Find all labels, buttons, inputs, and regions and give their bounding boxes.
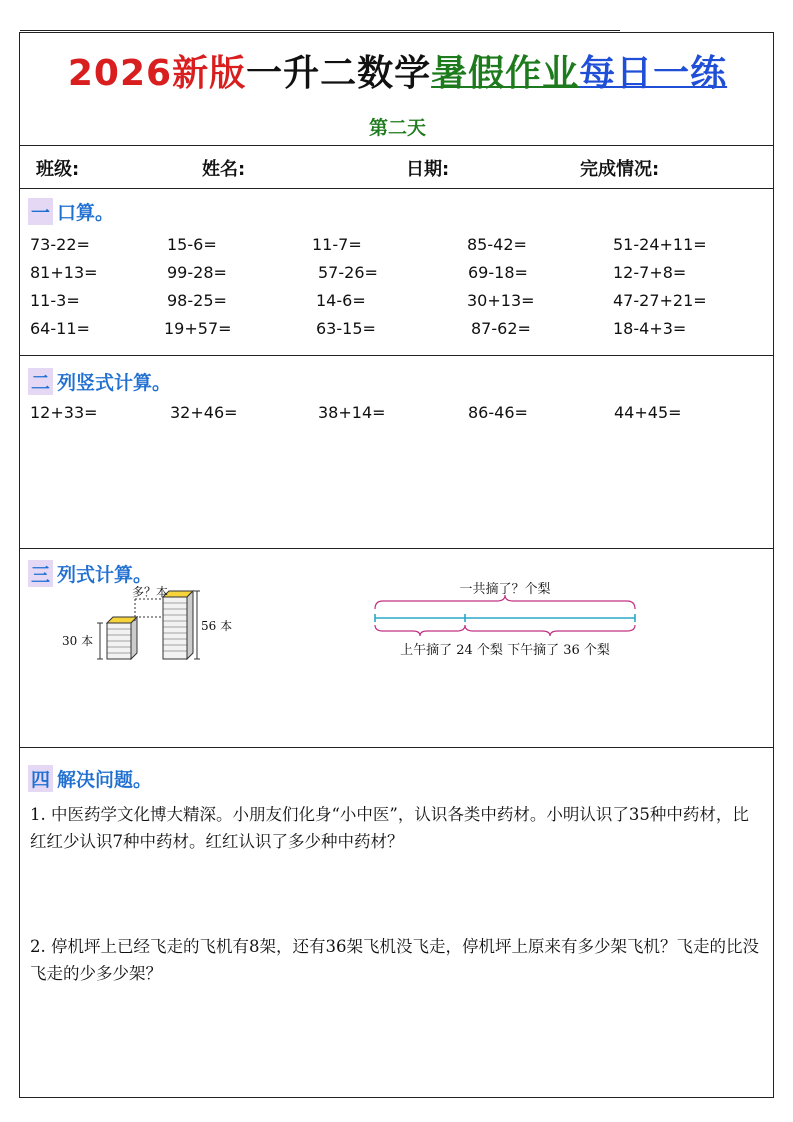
title-daily: 每日一练 — [579, 53, 728, 94]
book-stack-figure — [60, 585, 240, 665]
oral-problem: 57-26= — [318, 263, 378, 282]
divider — [20, 747, 773, 748]
large-stack-label: 56 本 — [201, 619, 233, 633]
section-4-title: 解决问题。 — [57, 769, 153, 791]
pear-segment-figure — [365, 573, 645, 663]
oral-problem: 64-11= — [30, 319, 90, 338]
section-2-title: 列竖式计算。 — [57, 372, 172, 394]
afternoon-brace — [465, 625, 635, 636]
date-label: 日期: — [406, 159, 450, 180]
worksheet — [19, 32, 774, 1098]
oral-problem: 81+13= — [30, 263, 98, 282]
section-3-heading — [28, 560, 152, 587]
vertical-problem: 86-46= — [468, 403, 528, 422]
oral-problem: 19+57= — [164, 319, 232, 338]
oral-problem: 11-7= — [312, 235, 362, 254]
oral-problem: 14-6= — [316, 291, 366, 310]
divider — [20, 188, 773, 189]
morning-brace — [375, 625, 465, 636]
difference-label: 多？本 — [132, 585, 169, 599]
total-brace — [375, 595, 635, 609]
total-label: 一共摘了？个梨 — [459, 582, 551, 597]
oral-problem: 87-62= — [471, 319, 531, 338]
oral-problem: 30+13= — [467, 291, 535, 310]
oral-problem: 73-22= — [30, 235, 90, 254]
oral-problem: 69-18= — [468, 263, 528, 282]
word-problem-2: 2. 停机坪上已经飞走的飞机有8架，还有36架飞机没飞走，停机坪上原来有多少架飞机？飞走的比没飞走的少多少架？ — [30, 937, 759, 983]
oral-problem: 18-4+3= — [613, 319, 687, 338]
divider — [20, 355, 773, 356]
oral-problem: 47-27+21= — [613, 291, 707, 310]
title-homework: 暑假作业 — [431, 53, 580, 94]
vertical-problem: 44+45= — [614, 403, 682, 422]
oral-problem: 15-6= — [167, 235, 217, 254]
top-rule — [20, 30, 620, 31]
small-book-stack — [107, 617, 137, 659]
section-1-title: 口算。 — [57, 202, 115, 224]
parts-label: 上午摘了 24 个梨 下午摘了 36 个梨 — [400, 643, 610, 658]
class-label: 班级: — [36, 159, 80, 180]
small-stack-label: 30 本 — [62, 634, 94, 648]
page-title — [20, 45, 775, 96]
oral-problem: 12-7+8= — [613, 263, 687, 282]
vertical-problem: 32+46= — [170, 403, 238, 422]
vertical-problem: 12+33= — [30, 403, 98, 422]
section-4-heading — [28, 765, 152, 792]
name-label: 姓名: — [202, 159, 246, 180]
oral-problem: 63-15= — [316, 319, 376, 338]
section-2-number: 二 — [28, 368, 53, 395]
day-label: 第二天 — [368, 117, 426, 139]
section-3-number: 三 — [28, 560, 53, 587]
section-2-heading — [28, 368, 171, 395]
word-problem-1: 1. 中医药学文化博大精深。小朋友们化身“小中医”，认识各类中药材。小明认识了35种中药材，比红红少认识7种中药材。红红认识了多少种中药材？ — [30, 805, 749, 851]
large-book-stack — [163, 591, 193, 659]
status-label: 完成情况: — [580, 159, 660, 180]
divider — [20, 145, 773, 146]
section-1-number: 一 — [28, 198, 53, 225]
title-year: 2026新版 — [67, 53, 247, 94]
oral-problem: 11-3= — [30, 291, 80, 310]
oral-problem: 99-28= — [167, 263, 227, 282]
oral-problem: 51-24+11= — [613, 235, 707, 254]
section-3-title: 列式计算。 — [57, 564, 153, 586]
divider — [20, 548, 773, 549]
section-4-number: 四 — [28, 765, 53, 792]
vertical-problem: 38+14= — [318, 403, 386, 422]
oral-problem: 85-42= — [467, 235, 527, 254]
title-grade: 一升二数学 — [246, 53, 432, 94]
oral-problem: 98-25= — [167, 291, 227, 310]
section-1-heading — [28, 198, 114, 225]
